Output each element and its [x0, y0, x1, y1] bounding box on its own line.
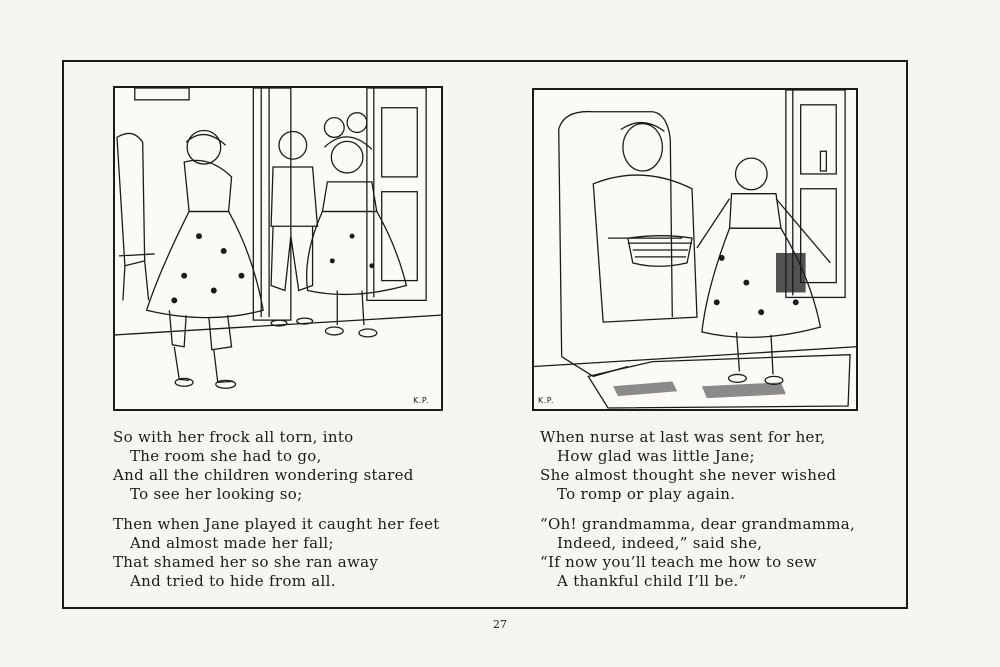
- stanza: [540, 428, 855, 504]
- stanza: [113, 428, 440, 504]
- stanza: [113, 515, 440, 591]
- grandmother-scene-drawing: [534, 90, 856, 409]
- verse-line: And almost made her fall;: [130, 534, 334, 552]
- page-number: 27: [493, 618, 507, 631]
- verse-line: The room she had to go,: [130, 447, 322, 465]
- verse-line: That shamed her so she ran away: [113, 553, 379, 571]
- verse-line: When nurse at last was sent for her,: [540, 428, 826, 446]
- verse-line: Indeed, indeed,” said she,: [557, 534, 763, 552]
- verse-left: [113, 428, 440, 602]
- stanza: [540, 515, 855, 591]
- illustration-left: [113, 86, 443, 411]
- children-scene-drawing: [115, 88, 441, 409]
- verse-line: And tried to hide from all.: [130, 572, 336, 590]
- verse-line: She almost thought she never wished: [540, 466, 837, 484]
- artist-initials: K.P.: [413, 396, 429, 405]
- verse-line: To see her looking so;: [130, 485, 303, 503]
- verse-line: “If now you’ll teach me how to sew: [540, 553, 817, 571]
- verse-line: How glad was little Jane;: [557, 447, 755, 465]
- illustration-right: [532, 88, 858, 411]
- artist-initials: K.P.: [538, 396, 554, 405]
- verse-line: A thankful child I’ll be.”: [557, 572, 747, 590]
- verse-line: Then when Jane played it caught her feet: [113, 515, 440, 533]
- verse-line: So with her frock all torn, into: [113, 428, 354, 446]
- verse-line: To romp or play again.: [557, 485, 736, 503]
- verse-line: “Oh! grandmamma, dear grandmamma,: [540, 515, 856, 533]
- verse-right: [540, 428, 855, 602]
- verse-line: And all the children wondering stared: [113, 466, 414, 484]
